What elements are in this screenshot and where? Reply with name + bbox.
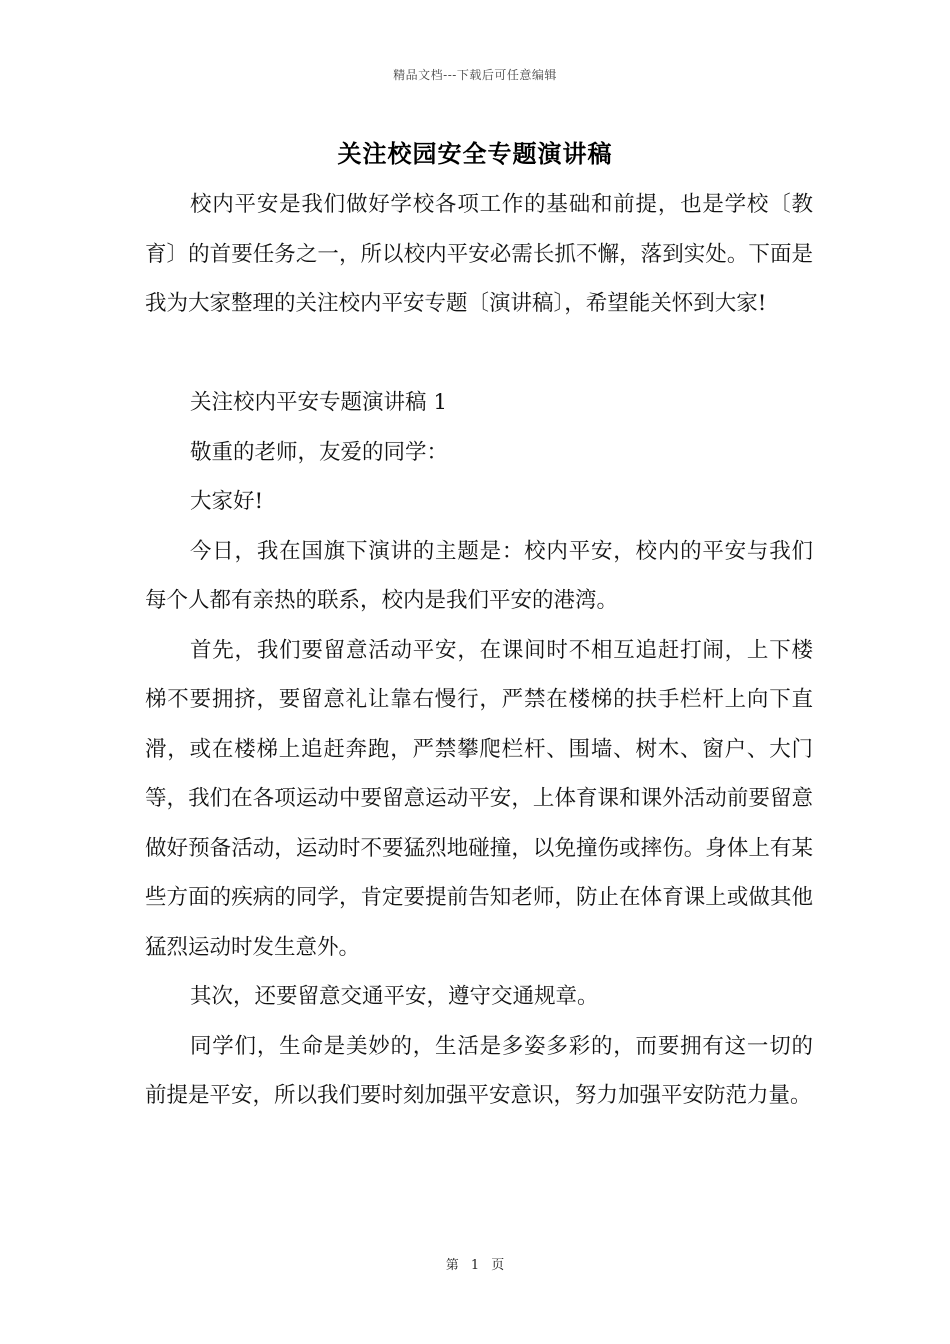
section-heading: 关注校内平安专题演讲稿 1: [190, 390, 448, 415]
body-paragraph: 同学们，生命是美妙的，生活是多姿多彩的，而要拥有这一切的前提是平安，所以我们要时刻加强平安意识，努力加强平安防范力量。: [145, 1033, 813, 1108]
page-number-suffix: 页: [491, 1258, 505, 1273]
blank-line: [145, 329, 813, 379]
body-paragraph: 首先，我们要留意活动平安，在课间时不相互追赶打闹，上下楼梯不要拥挤，要留意礼让靠右慢行，严禁在楼梯的扶手栏杆上向下直滑，或在楼梯上追赶奔跑，严禁攀爬栏杆、围墙、树木、窗户、大门等，我们在各项运动中要留意运动平安，上体育课和课外活动前要留意做好预备活动，运动时不要猛烈地碰撞，以免撞伤或摔伤。身体上有某些方面的疾病的同学，肯定要提前告知老师，防止在体育课上或做其他猛烈运动时发生意外。: [145, 637, 813, 960]
document-title: 关注校园安全专题演讲稿: [337, 139, 613, 168]
body-paragraph: 今日，我在国旗下演讲的主题是：校内平安，校内的平安与我们每个人都有亲热的联系，校内是我们平安的港湾。: [145, 538, 813, 613]
document-body: [145, 180, 813, 1121]
greeting-line: 敬重的老师，友爱的同学：: [190, 439, 449, 465]
page-number-prefix: 第: [445, 1258, 459, 1273]
page-header: 精品文档---下载后可任意编辑: [393, 68, 557, 82]
page-number: 1: [470, 1258, 480, 1273]
body-paragraph: 其次，还要留意交通平安，遵守交通规章。: [190, 984, 599, 1009]
intro-paragraph: 校内平安是我们做好学校各项工作的基础和前提，也是学校〔教育〕的首要任务之一，所以校内平安必需长抓不懈，落到实处。下面是我为大家整理的关注校内平安专题〔演讲稿〕，希望能关怀到大家!: [145, 192, 813, 316]
hello-line: 大家好!: [190, 489, 264, 514]
page-footer: [0, 1254, 950, 1273]
